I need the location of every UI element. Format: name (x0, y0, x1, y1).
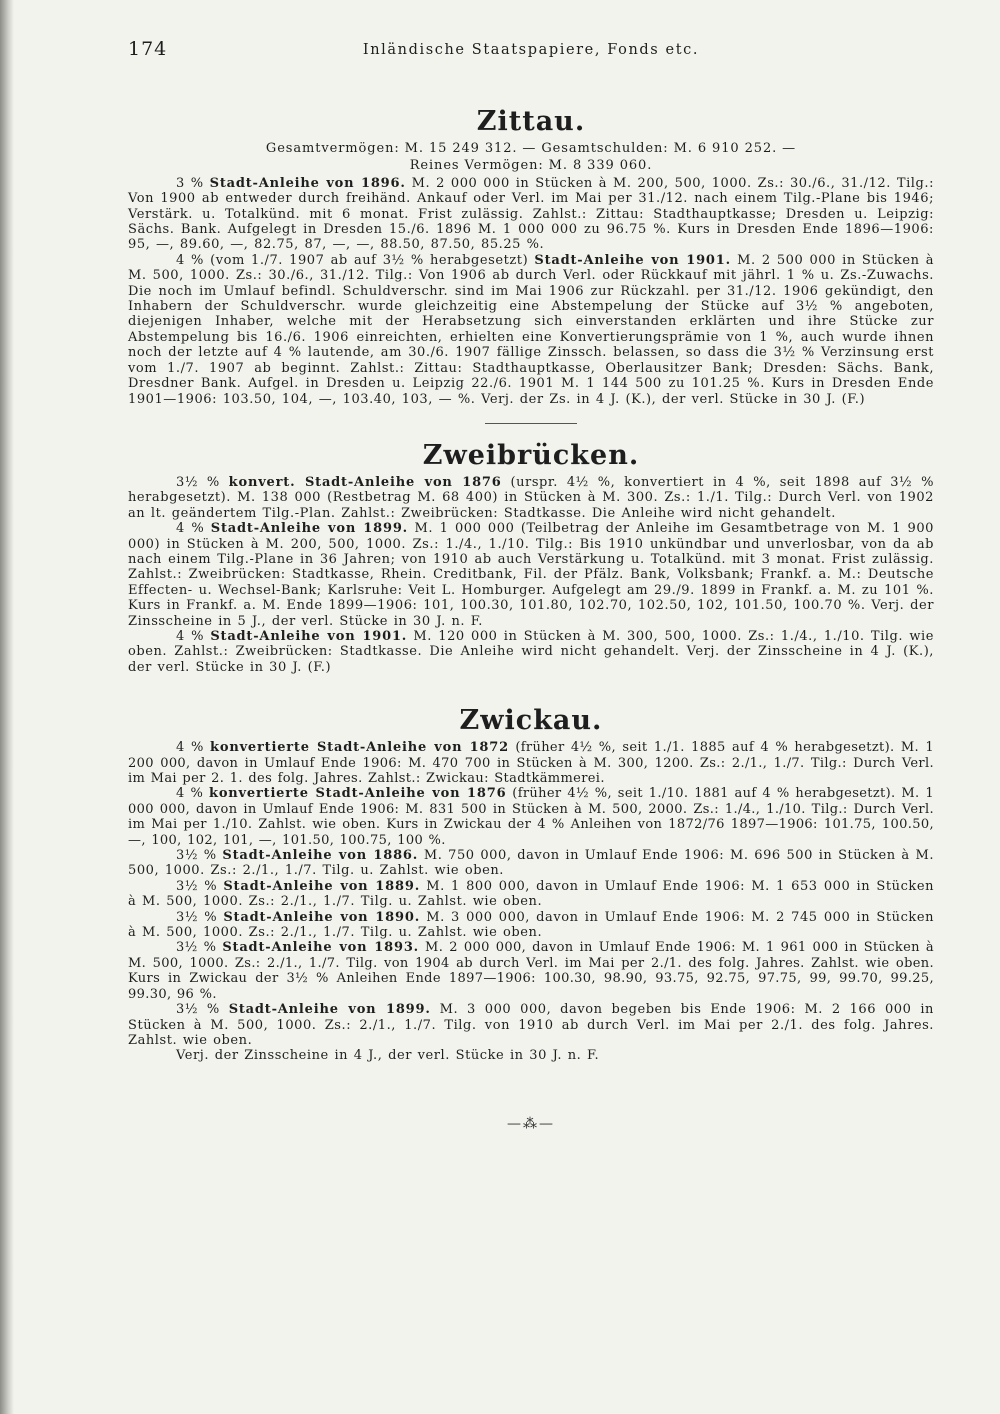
entry-lead: 3½ % (176, 909, 224, 925)
entry-heading: Stadt-Anleihe von 1901. (534, 252, 731, 268)
running-title: Inländische Staatspapiere, Fonds etc. (362, 42, 700, 58)
section-title-zwickau: Zwickau. (459, 705, 603, 737)
entry-zweibruecken-1899 (128, 521, 934, 629)
entry-lead: 4 % (176, 628, 211, 644)
entry-lead: 4 % (vom 1./7. 1907 ab auf 3½ % herabgesetzt) (176, 252, 535, 268)
entry-lead: 3 % (176, 175, 210, 191)
entry-zwickau-1890 (128, 910, 934, 941)
entry-text: M. 1 800 000, davon in Umlauf Ende 1906: M. 1 653 000 in Stücken à M. 500, 1000. Zs.: 2./1., 1./7. Tilg. u. Zahlst. wie oben. (128, 878, 934, 910)
entry-text: Verj. der Zinsscheine in 4 J., der verl. Stücke in 30 J. n. F. (176, 1048, 600, 1064)
entry-text: M. 2 000 000, davon in Umlauf Ende 1906: M. 1 961 000 in Stücken à M. 500, 1000. Zs.: 2./1., 1./7. Tilg. von 1904 ab durch Verl. im Mai per 2./1. des folg. Jahres. Zahlst. wie oben. Kurs in Zwickau der 3½ % Anleihen Ende 1897—1906: 100.30, 98.90, 93.75, 92.75, 97.75, 99, 99.70, 99.25, 99.30, 96 %. (128, 940, 934, 1002)
entry-heading: konvertierte Stadt-Anleihe von 1876 (209, 786, 507, 802)
entry-text: (früher 4½ %, seit 1./10. 1881 auf 4 % herabgesetzt). M. 1 000 000, davon in Umlauf Ende 1906: M. 831 500 in Stücken à M. 500, 2000. Zs.: 1./4., 1./10. Tilg.: Durch Verl. im Mai per 1./10. Zahlst. wie oben. Kurs in Zwickau der 4 % Anleihen von 1872/76 1897—1906: 101.75, 100.50, —, 100, 102, 101, —, 101.50, 100.75, 100 %. (128, 786, 934, 848)
entry-zweibruecken-1901 (128, 629, 934, 675)
entry-zwickau-1872 (128, 740, 934, 786)
entry-lead: 3½ % (176, 474, 229, 490)
running-head (128, 38, 934, 68)
entry-zwickau-1886 (128, 848, 934, 879)
entry-zwickau-1889 (128, 879, 934, 910)
entry-heading: Stadt-Anleihe von 1899. (228, 1002, 431, 1018)
entry-lead: 4 % (176, 786, 210, 802)
entry-zwickau-1899 (128, 1002, 934, 1048)
entry-zwickau-verjaehrung (128, 1048, 934, 1063)
entry-heading: Stadt-Anleihe von 1893. (222, 940, 419, 956)
entry-text: M. 750 000, davon in Umlauf Ende 1906: M. 696 500 in Stücken à M. 500, 1000. Zs.: 2./1., 1./7. Tilg. u. Zahlst. wie oben. (128, 848, 934, 879)
entry-text: M. 3 000 000, davon begeben bis Ende 1906: M. 2 166 000 in Stücken à M. 500, 1000. Zs.: 2./1., 1./7. Tilg. von 1910 ab durch Verl. im Mai per 2./1. des folg. Jahres. Zahlst. wie oben. (128, 1002, 934, 1048)
entry-lead: 4 % (176, 740, 211, 756)
entry-heading: Stadt-Anleihe von 1886. (222, 848, 419, 864)
entry-zittau-1901 (128, 253, 934, 407)
entry-heading: Stadt-Anleihe von 1890. (223, 909, 421, 925)
entry-heading: konvertierte Stadt-Anleihe von 1872 (210, 740, 509, 756)
entry-lead: 4 % (176, 521, 211, 537)
entry-zwickau-1893 (128, 940, 934, 1002)
summary-line-1: Gesamtvermögen: M. 15 249 312. — Gesamtschulden: M. 6 910 252. — (265, 141, 797, 156)
entry-text: M. 3 000 000, davon in Umlauf Ende 1906: M. 2 745 000 in Stücken à M. 500, 1000. Zs.: 2./1., 1./7. Tilg. u. Zahlst. wie oben. (128, 909, 934, 941)
end-ornament: —⁂— (507, 1115, 555, 1132)
section-title-zittau: Zittau. (476, 106, 586, 137)
entry-heading: Stadt-Anleihe von 1889. (223, 878, 421, 894)
entry-heading: Stadt-Anleihe von 1899. (210, 521, 409, 537)
section-zwickau (128, 705, 934, 1064)
entry-heading: Stadt-Anleihe von 1901. (210, 628, 408, 644)
book-page (128, 38, 934, 1132)
page-number: 174 (128, 38, 168, 60)
section-zweibruecken (128, 440, 934, 675)
entry-text: M. 2 500 000 in Stücken à M. 500, 1000. Zs.: 30./6., 31./12. Tilg.: Von 1906 ab durch Verl. oder Rückkauf mit jährl. 1 % u. Zs.-Zuwachs. Die noch im Umlauf befindl. Schuldverschr. sind im Mai 1906 zur Rückzahl. per 31./12. 1906 gekündigt, den Inhabern der Schuldverschr. wurde gleichzeitig eine Abstempelung der Stücke auf 3½ % angeboten, diejenigen Inhaber, welche mit der Herabsetzung sich einverstanden erklärten und ihre Stücke zur Abstempelung bis 16./6. 1906 einreichten, erhielten eine Konvertierungsprämie von 1 %, auch wurde ihnen noch der letzte auf 4 % lautende, am 30./6. 1907 fällige Zinssch. belassen, so dass die 3½ % Verzinsung erst vom 1./7. 1907 ab beginnt. Zahlst.: Zittau: Stadthauptkasse, Oberlausitzer Bank; Dresden: Sächs. Bank, Dresdner Bank. Aufgel. in Dresden u. Leipzig 22./6. 1901 M. 1 144 500 zu 101.25 %. Kurs in Dresden Ende 1901—1906: 103.50, 104, —, 103.40, 103, — %. Verj. der Zs. in 4 J. (K.), der verl. Stücke in 30 J. (F.) (128, 252, 934, 407)
section-divider (485, 423, 577, 424)
entry-lead: 3½ % (176, 1002, 229, 1018)
entry-heading: konvert. Stadt-Anleihe von 1876 (228, 474, 502, 490)
entry-text: M. 2 000 000 in Stücken à M. 200, 500, 1000. Zs.: 30./6., 31./12. Tilg.: Von 1900 ab entweder durch freihänd. Ankauf oder Verl. im Mai per 31./12. nach einem Tilg.-Plane bis 1946; Verstärk. u. Totalkünd. mit 6 monat. Frist zulässig. Zahlst.: Zittau: Stadthauptkasse; Dresden u. Leipzig: Sächs. Bank. Aufgelegt in Dresden 15./6. 1896 M. 1 000 000 zu 96.75 %. Kurs in Dresden Ende 1896—1906: 95, —, 89.60, —, 82.75, 87, —, —, 88.50, 87.50, 85.25 %. (128, 175, 935, 253)
entry-zittau-1896 (128, 176, 934, 253)
section-zittau (128, 106, 934, 424)
entry-text: (urspr. 4½ %, konvertiert in 4 %, seit 1898 auf 3½ % herabgesetzt). M. 138 000 (Restbetrag M. 68 400) in Stücken à M. 300. Zs.: 1./1. Tilg.: Durch Verl. von 1902 an lt. geändertem Tilg.-Plan. Zahlst.: Zweibrücken: Stadtkasse. Die Anleihe wird nicht gehandelt. (128, 474, 934, 521)
entry-zweibruecken-1876 (128, 475, 934, 521)
entry-lead: 3½ % (176, 940, 223, 956)
entry-heading: Stadt-Anleihe von 1896. (209, 175, 406, 191)
summary-line-2: Reines Vermögen: M. 8 339 060. (409, 158, 653, 174)
scan-edge-shadow (0, 0, 14, 1414)
entry-lead: 3½ % (176, 848, 223, 864)
entry-text: M. 120 000 in Stücken à M. 300, 500, 1000. Zs.: 1./4., 1./10. Tilg. wie oben. Zahlst.: Zweibrücken: Stadtkasse. Die Anleihe wird nicht gehandelt. Verj. der Zinsscheine in 4 J. (K.), der verl. Stücke in 30 J. (F.) (128, 628, 934, 675)
entry-lead: 3½ % (176, 878, 224, 894)
entry-zwickau-1876 (128, 786, 934, 848)
entry-text: M. 1 000 000 (Teilbetrag der Anleihe im Gesamtbetrage von M. 1 900 000) in Stücken à M. 200, 500, 1000. Zs.: 1./4., 1./10. Tilg.: Bis 1910 unkündbar und unverlosbar, von da ab nach einem Tilg.-Plane in 36 Jahren; von 1910 ab auch Verstärkung u. Totalkünd. mit 3 monat. Frist zulässig. Zahlst.: Zweibrücken: Stadtkasse, Rhein. Creditbank, Fil. der Pfälz. Bank, Volksbank; Frankf. a. M.: Deutsche Effecten- u. Wechsel-Bank; Karlsruhe: Veit L. Homburger. Aufgelegt am 29./9. 1899 in Frankf. a. M. zu 101 %. Kurs in Frankf. a. M. Ende 1899—1906: 101, 100.30, 101.80, 102.70, 102.50, 102, 101.50, 100.70 %. Verj. der Zinsscheine in 5 J., der verl. Stücke in 30 J. n. F. (128, 521, 934, 629)
section-title-zweibruecken: Zweibrücken. (422, 439, 640, 471)
entry-text: (früher 4½ %, seit 1./1. 1885 auf 4 % herabgesetzt). M. 1 200 000, davon in Umlauf Ende 1906: M. 470 700 in Stücken à M. 300, 1200. Zs.: 2./1., 1./7. Tilg.: Durch Verl. im Mai per 2. 1. des folg. Jahres. Zahlst.: Zwickau: Stadtkämmerei. (128, 740, 934, 786)
